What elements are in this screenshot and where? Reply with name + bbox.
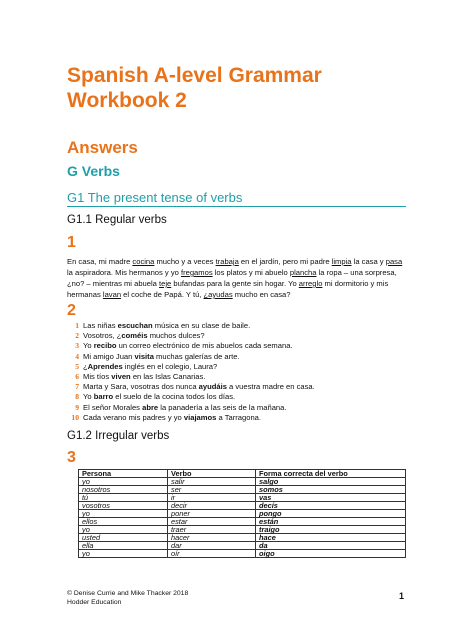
list-item — [67, 321, 412, 331]
forma-cell: da — [256, 542, 406, 550]
paragraph-text: el coche de Papá. Y tú, — [121, 290, 204, 299]
sentence-text: Yo — [83, 392, 94, 402]
sentence-text: a vuestra madre en casa. — [226, 382, 315, 392]
persona-cell: yo — [79, 526, 168, 534]
verbo-cell: poner — [168, 510, 256, 518]
underlined-verb: arreglo — [298, 279, 323, 288]
verbo-cell: hacer — [168, 534, 256, 542]
sentence-text: muchos dulces? — [147, 331, 205, 341]
persona-cell: yo — [79, 510, 168, 518]
verbo-cell: ir — [168, 494, 256, 502]
paragraph-text: En casa, mi madre — [67, 257, 133, 266]
forma-cell: vas — [256, 494, 406, 502]
publisher-text: Hodder Education — [67, 599, 122, 606]
sentence-text: Mi amigo Juan — [83, 351, 135, 361]
underlined-verb: teje — [159, 279, 172, 288]
answer-verb: viajamos — [183, 412, 217, 422]
verbo-cell: ser — [168, 486, 256, 494]
list-item — [67, 352, 412, 362]
verbo-cell: estar — [168, 518, 256, 526]
list-item — [67, 362, 412, 372]
sentence-text: Cada verano mis padres y yo — [83, 412, 184, 422]
item-number: 9 — [75, 402, 79, 412]
paragraph-text: bufandas para la gente sin hogar. Yo — [171, 279, 299, 288]
page-number: 1 — [399, 591, 405, 601]
list-item — [67, 403, 412, 413]
underlined-verb: fregamos — [180, 268, 213, 277]
underlined-verb: pasa — [385, 257, 403, 266]
verbo-cell: traer — [168, 526, 256, 534]
exercise-1-number: 1 — [67, 234, 76, 251]
footer-credit — [67, 589, 188, 607]
exercise-2-number: 2 — [67, 302, 76, 319]
item-number: 5 — [75, 361, 79, 371]
sentence-text: Yo — [83, 341, 94, 351]
underlined-verb: limpia — [331, 257, 352, 266]
item-number: 2 — [75, 331, 79, 341]
sentence-text: en las Islas Canarias. — [130, 371, 206, 381]
item-number: 10 — [71, 412, 79, 422]
answer-verb: coméis — [121, 331, 148, 341]
forma-cell: oigo — [256, 550, 406, 558]
answer-verb: viven — [111, 371, 131, 381]
sentence-text: El señor Morales — [83, 402, 143, 412]
exercise-2-list — [67, 321, 412, 423]
table-row — [79, 542, 406, 550]
subsection-heading-regular: G1.1 Regular verbs — [67, 214, 167, 226]
list-item — [67, 341, 412, 351]
persona-cell: ellos — [79, 518, 168, 526]
sentence-text: Mis tíos — [83, 371, 112, 381]
sentence-text: Vosotros, ¿ — [83, 331, 122, 341]
sentence-text: el suelo de la cocina todos los días. — [113, 392, 236, 402]
persona-cell: tú — [79, 494, 168, 502]
forma-cell: pongo — [256, 510, 406, 518]
persona-cell: nosotros — [79, 486, 168, 494]
paragraph-text: la aspiradora. Mis hermanos y yo — [67, 268, 181, 277]
subsection-heading-irregular: G1.2 Irregular verbs — [67, 430, 170, 442]
underlined-verb: plancha — [289, 268, 317, 277]
paragraph-text: la ropa – una sorpresa, ¿no? – mientras mi abuela — [67, 268, 397, 288]
table-row — [79, 478, 406, 486]
answers-heading: Answers — [67, 138, 138, 157]
answer-verb: abre — [142, 402, 159, 412]
header-persona: Persona — [79, 470, 168, 478]
list-item — [67, 382, 412, 392]
persona-cell: ella — [79, 542, 168, 550]
verbo-cell: oír — [168, 550, 256, 558]
forma-cell: están — [256, 518, 406, 526]
table-row — [79, 486, 406, 494]
underlined-verb: lavan — [102, 290, 122, 299]
answer-verb: recibo — [93, 341, 117, 351]
sentence-text: la panadería a las seis de la mañana. — [158, 402, 287, 412]
section-heading: G Verbs — [67, 163, 120, 179]
persona-cell: usted — [79, 534, 168, 542]
answer-verb: Aprendes — [87, 361, 123, 371]
topic-heading: G1 The present tense of verbs — [67, 190, 243, 205]
answer-verb: visita — [134, 351, 154, 361]
paragraph-text: en el jardín, pero mi padre — [238, 257, 332, 266]
verbo-cell: decir — [168, 502, 256, 510]
underlined-verb: trabaja — [215, 257, 239, 266]
verbo-cell: dar — [168, 542, 256, 550]
forma-cell: somos — [256, 486, 406, 494]
paragraph-text: mucho en casa? — [232, 290, 291, 299]
persona-cell: yo — [79, 550, 168, 558]
sentence-text: un correo electrónico de mis abuelos cada semana. — [116, 341, 293, 351]
list-item — [67, 392, 412, 402]
item-number: 1 — [75, 321, 79, 330]
list-item — [67, 372, 412, 382]
sentence-text: muchas galerías de arte. — [153, 351, 240, 361]
verb-table-header — [79, 470, 406, 478]
sentence-text: inglés en el colegio, Laura? — [122, 361, 218, 371]
item-number: 3 — [75, 341, 79, 351]
item-number: 7 — [75, 382, 79, 392]
forma-cell: salgo — [256, 478, 406, 486]
item-number: 4 — [75, 351, 79, 361]
paragraph-text: mucho y a veces — [154, 257, 216, 266]
list-item — [67, 331, 412, 341]
table-row — [79, 494, 406, 502]
header-forma: Forma correcta del verbo — [256, 470, 406, 478]
exercise-1-paragraph — [67, 256, 409, 300]
exercise-3-number: 3 — [67, 449, 76, 466]
copyright-text: © Denise Currie and Mike Thacker 2018 — [67, 590, 189, 597]
sentence-text: música en su clase de baile. — [152, 321, 251, 330]
paragraph-text: los platos y mi abuelo — [212, 268, 290, 277]
verb-table — [78, 469, 406, 558]
table-row — [79, 526, 406, 534]
table-row — [79, 502, 406, 510]
paragraph-text: la casa y — [351, 257, 386, 266]
sentence-text: a Tarragona. — [216, 412, 262, 422]
answer-verb: ayudáis — [198, 382, 227, 392]
item-number: 6 — [75, 371, 79, 381]
answer-verb: escuchan — [117, 321, 153, 330]
underlined-verb: cocina — [132, 257, 155, 266]
forma-cell: traigo — [256, 526, 406, 534]
underlined-verb: ¿ayudas — [203, 290, 233, 299]
table-row — [79, 518, 406, 526]
sentence-text: Marta y Sara, vosotras dos nunca — [83, 382, 199, 392]
table-row — [79, 550, 406, 558]
sentence-text: Las niñas — [83, 321, 118, 330]
table-row — [79, 510, 406, 518]
sentence-text: ¿ — [83, 361, 88, 371]
persona-cell: yo — [79, 478, 168, 486]
forma-cell: hace — [256, 534, 406, 542]
answer-verb: barro — [93, 392, 114, 402]
item-number: 8 — [75, 392, 79, 402]
topic-divider — [67, 206, 406, 207]
table-row — [79, 534, 406, 542]
page-title: Spanish A-level Grammar Workbook 2 — [67, 64, 322, 112]
header-verbo: Verbo — [168, 470, 256, 478]
verbo-cell: salir — [168, 478, 256, 486]
list-item — [67, 413, 412, 423]
paragraph-text: mi dormitorio y mis hermanas — [67, 279, 389, 299]
forma-cell: decís — [256, 502, 406, 510]
persona-cell: vosotros — [79, 502, 168, 510]
